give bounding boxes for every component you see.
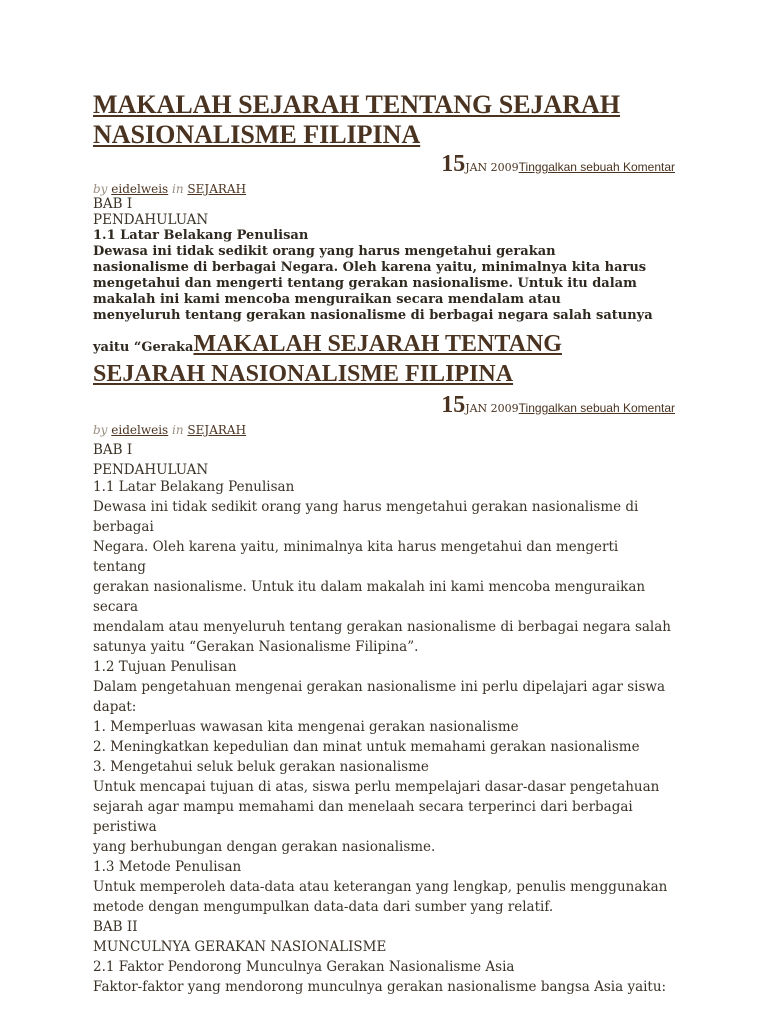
post-title-1-line2[interactable]: NASIONALISME FILIPINA bbox=[93, 120, 421, 149]
post-date-1 bbox=[93, 152, 675, 176]
post-title-2-line1[interactable]: MAKALAH SEJARAH TENTANG bbox=[193, 331, 562, 357]
body-line: 2. Meningkatkan kepedulian dan minat untuk memahami gerakan nasionalisme bbox=[93, 739, 640, 755]
body-line: metode dengan mengumpulkan data-data dari sumber yang relatif. bbox=[93, 899, 554, 915]
body-line: satunya yaitu “Gerakan Nasionalisme Filipina”. bbox=[93, 639, 419, 655]
body-line: 1. Memperluas wawasan kita mengenai gerakan nasionalisme bbox=[93, 719, 519, 735]
overlap-title-block bbox=[93, 330, 675, 390]
post-title-1-line1[interactable]: MAKALAH SEJARAH TENTANG SEJARAH bbox=[93, 90, 621, 119]
body-line: Dewasa ini tidak sedikit orang yang harus mengetahui gerakan nasionalisme di berbagai bbox=[93, 499, 639, 535]
byline-in-1: in bbox=[168, 182, 188, 196]
post-day-1: 15 bbox=[441, 151, 466, 177]
body-line: Untuk mencapai tujuan di atas, siswa perlu mempelajari dasar-dasar pengetahuan bbox=[93, 779, 660, 795]
body-line: BAB II bbox=[93, 919, 138, 935]
post-header-1 bbox=[93, 90, 675, 198]
bold-line-5: menyeluruh tentang gerakan nasionalisme di berbagai negara salah satunya bbox=[93, 308, 653, 323]
leave-comment-link-2[interactable]: Tinggalkan sebuah Komentar bbox=[518, 401, 675, 415]
post-body-1 bbox=[93, 196, 675, 324]
author-link-1[interactable]: eidelweis bbox=[111, 182, 169, 196]
post-title-2-line2[interactable]: SEJARAH NASIONALISME FILIPINA bbox=[93, 361, 514, 387]
post-byline-2 bbox=[93, 421, 675, 439]
post-month-year-1: JAN 2009 bbox=[465, 161, 519, 174]
body-line: dapat: bbox=[93, 699, 137, 715]
bold-line-1: Dewasa ini tidak sedikit orang yang harus mengetahui gerakan bbox=[93, 244, 556, 259]
body-line: MUNCULNYA GERAKAN NASIONALISME bbox=[93, 939, 387, 955]
bold-line-last-prefix: yaitu “Geraka bbox=[93, 340, 194, 355]
body-line: 1.1 Latar Belakang Penulisan bbox=[93, 479, 295, 495]
bab-heading-2: BAB I bbox=[93, 442, 133, 458]
body-line: mendalam atau menyeluruh tentang gerakan nasionalisme di berbagai negara salah bbox=[93, 619, 671, 635]
body-line: Negara. Oleh karena yaitu, minimalnya kita harus mengetahui dan mengerti tentang bbox=[93, 539, 619, 575]
bab-heading-1: BAB I bbox=[93, 196, 133, 212]
body-line: Untuk memperoleh data-data atau keterangan yang lengkap, penulis menggunakan bbox=[93, 879, 668, 895]
body-line: Faktor-faktor yang mendorong munculnya gerakan nasionalisme bangsa Asia yaitu: bbox=[93, 979, 667, 995]
pendahuluan-heading-2: PENDAHULUAN bbox=[93, 462, 209, 478]
post-header-2 bbox=[93, 393, 675, 481]
author-link-2[interactable]: eidelweis bbox=[111, 423, 169, 437]
body-line: 2.1 Faktor Pendorong Munculnya Gerakan Nasionalisme Asia bbox=[93, 959, 515, 975]
bold-line-4: makalah ini kami mencoba menguraikan secara mendalam atau bbox=[93, 292, 561, 307]
body-line: 1.2 Tujuan Penulisan bbox=[93, 659, 237, 675]
body-line: 1.3 Metode Penulisan bbox=[93, 859, 242, 875]
body-line: gerakan nasionalisme. Untuk itu dalam makalah ini kami mencoba menguraikan secara bbox=[93, 579, 646, 615]
post-month-year-2: JAN 2009 bbox=[465, 402, 519, 415]
category-link-2[interactable]: SEJARAH bbox=[187, 423, 247, 437]
byline-by-1: by bbox=[93, 182, 112, 196]
post-title-1[interactable] bbox=[93, 90, 675, 150]
body-line: yang berhubungan dengan gerakan nasionalisme. bbox=[93, 839, 436, 855]
body-line: 3. Mengetahui seluk beluk gerakan nasionalisme bbox=[93, 759, 429, 775]
bold-line-2: nasionalisme di berbagai Negara. Oleh karena yaitu, minimalnya kita harus bbox=[93, 260, 647, 275]
post-day-2: 15 bbox=[441, 392, 466, 418]
bold-line-3: mengetahui dan mengerti tentang gerakan nasionalisme. Untuk itu dalam bbox=[93, 276, 637, 291]
pendahuluan-heading-1: PENDAHULUAN bbox=[93, 212, 209, 228]
post-body-2 bbox=[93, 477, 675, 997]
post-date-2 bbox=[93, 393, 675, 417]
latar-heading-1: 1.1 Latar Belakang Penulisan bbox=[93, 228, 309, 243]
body-line: Dalam pengetahuan mengenai gerakan nasionalisme ini perlu dipelajari agar siswa bbox=[93, 679, 666, 695]
body-line: sejarah agar mampu memahami dan menelaah secara terperinci dari berbagai peristiwa bbox=[93, 799, 633, 835]
leave-comment-link-1[interactable]: Tinggalkan sebuah Komentar bbox=[518, 160, 675, 174]
byline-in-2: in bbox=[168, 423, 188, 437]
category-link-1[interactable]: SEJARAH bbox=[187, 182, 247, 196]
byline-by-2: by bbox=[93, 423, 112, 437]
